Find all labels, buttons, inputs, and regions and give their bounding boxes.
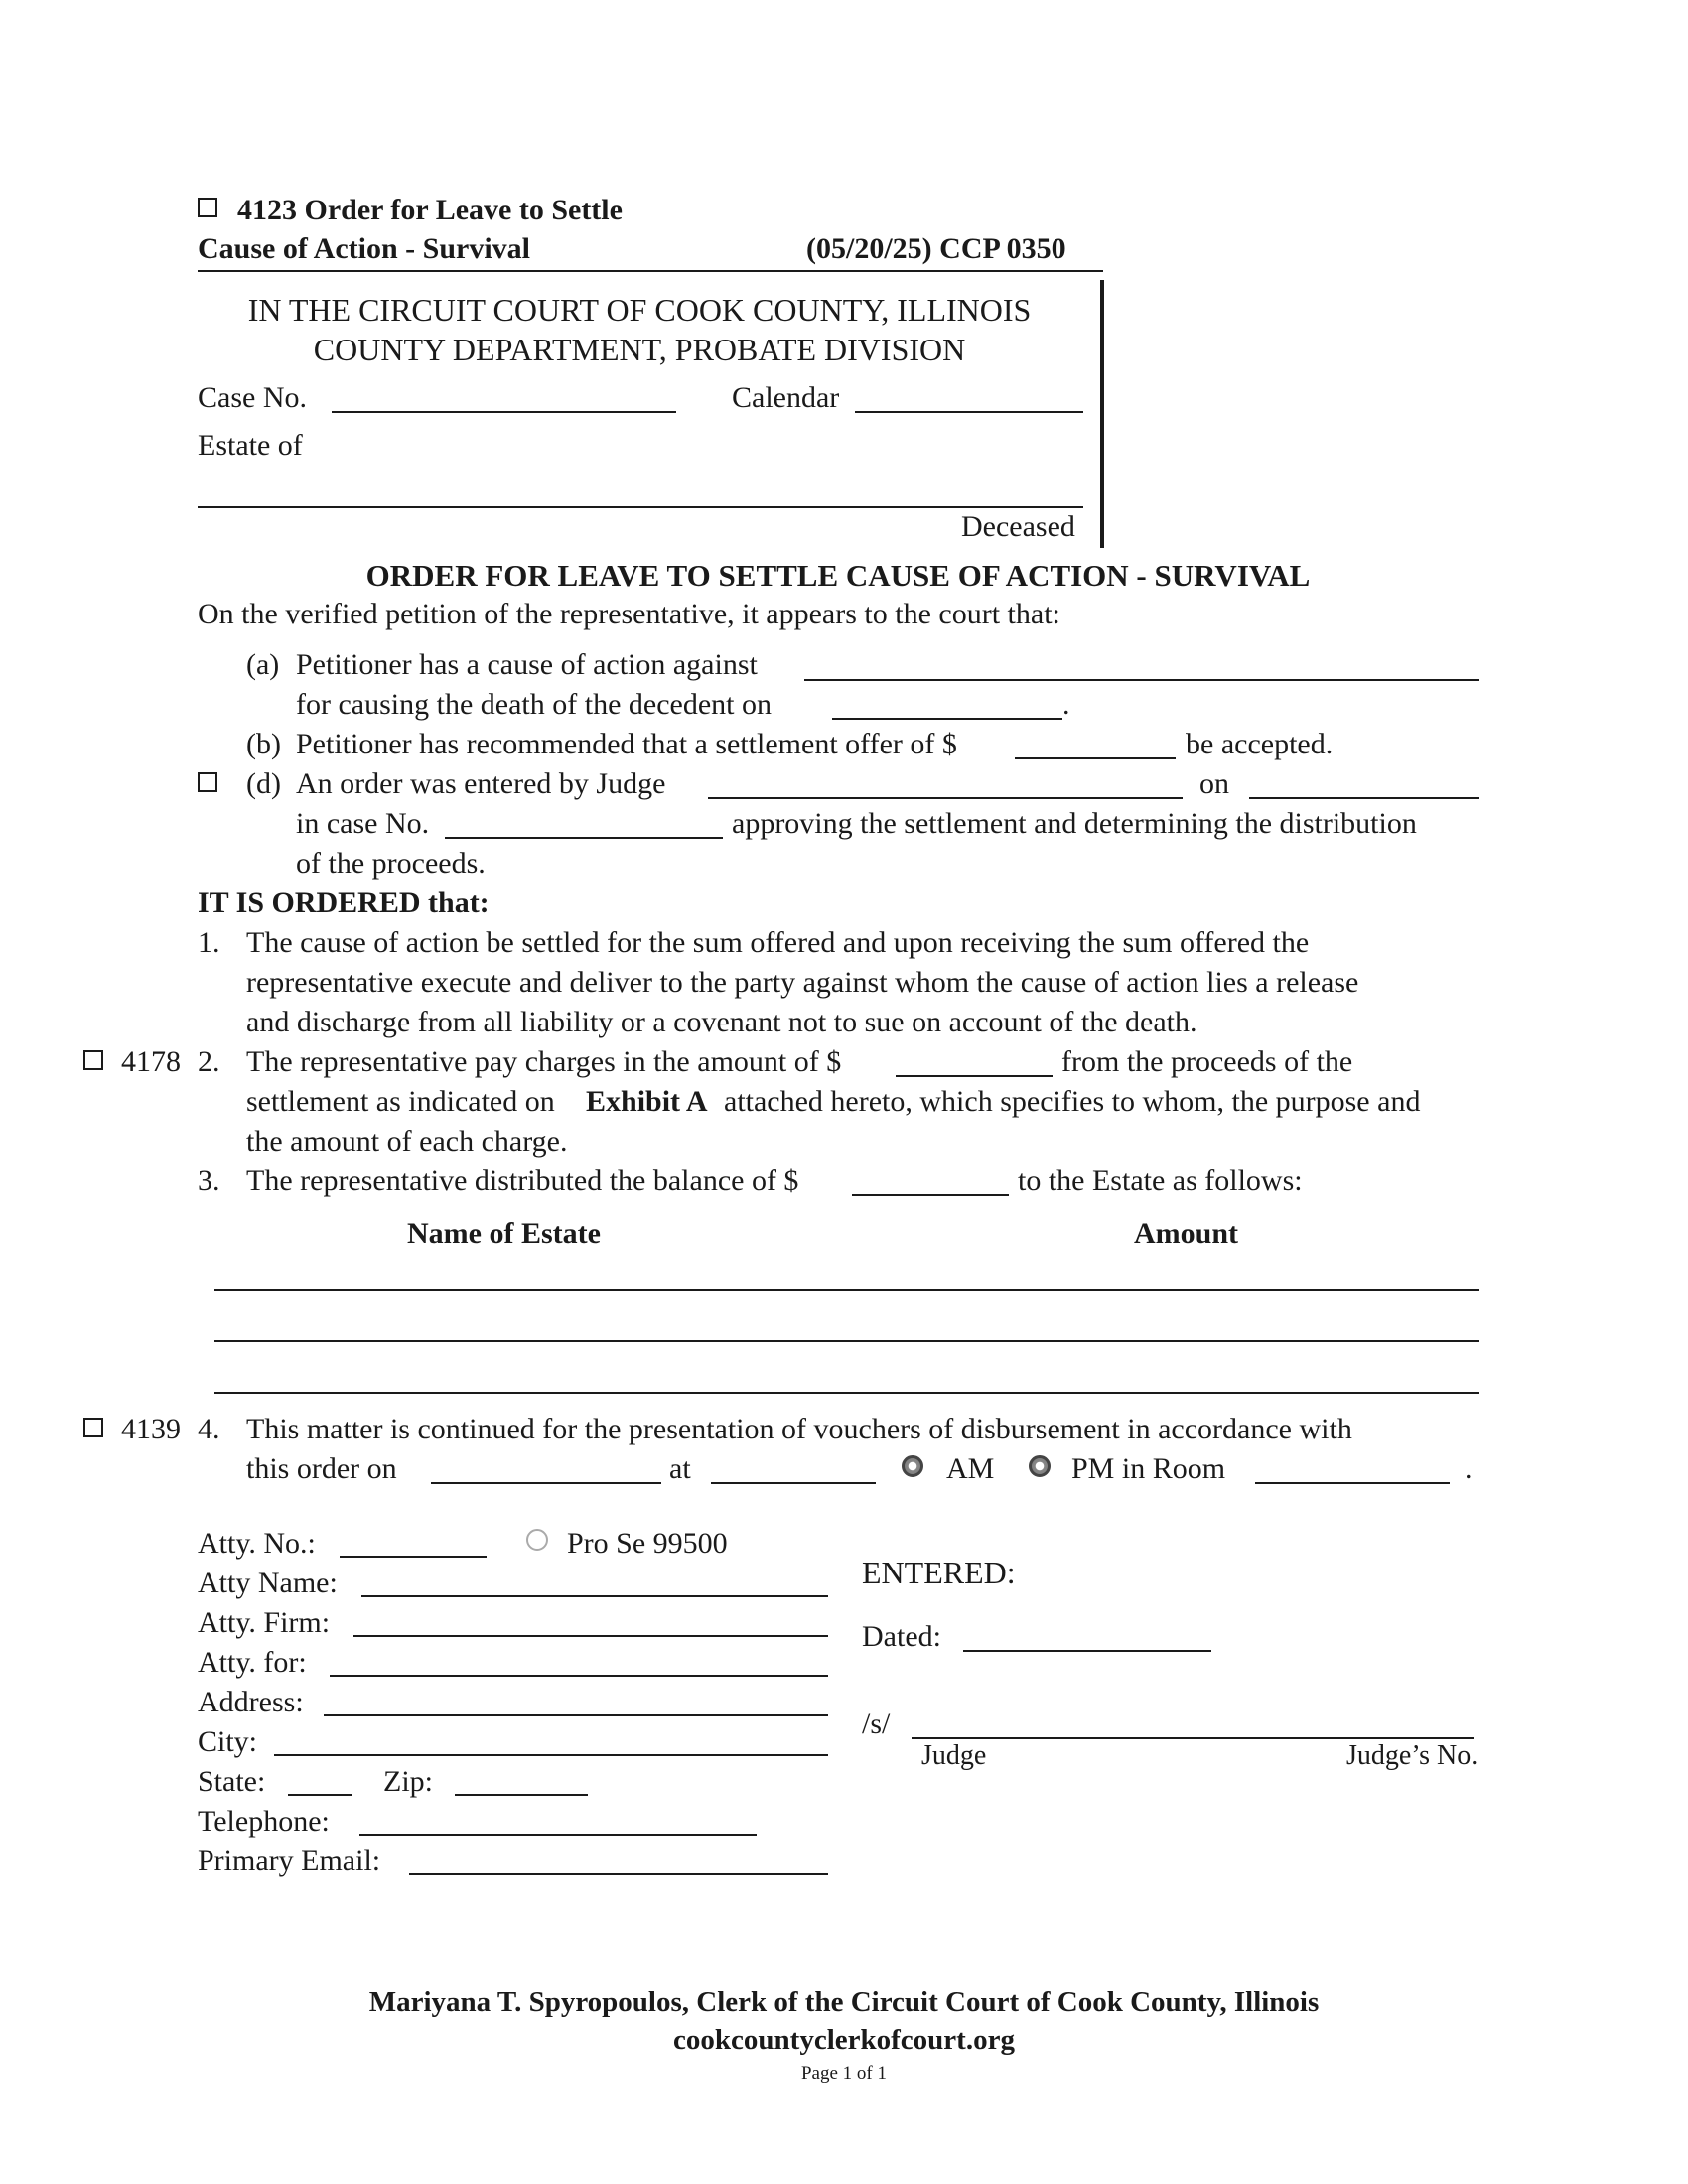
atty-no-field[interactable] [340,1556,487,1558]
item-1-text-line3: and discharge from all liability or a covenant not to sue on account of the death. [246,1006,1197,1038]
item-4-text-line1: This matter is continued for the presentation of vouchers of disbursement in accordance with [246,1413,1352,1445]
clerk-website[interactable]: cookcountyclerkofcourt.org [673,2024,1015,2056]
judge-name-field[interactable] [708,797,1183,799]
item-d-text-line3: of the proceeds. [296,847,486,880]
item-d-checkbox[interactable] [198,772,217,792]
address-field[interactable] [324,1714,828,1716]
item-b-marker: (b) [246,728,281,760]
city-label: City: [198,1725,258,1758]
item-3-number: 3. [198,1164,220,1197]
calendar-field[interactable] [855,411,1083,413]
item-4-checkbox[interactable] [83,1418,103,1437]
court-name: IN THE CIRCUIT COURT OF COOK COUNTY, ILLINOIS [247,292,1032,328]
item-2-code: 4178 [121,1045,181,1078]
atty-firm-field[interactable] [353,1635,828,1637]
distribution-row-3[interactable] [214,1392,1479,1394]
item-a-text: Petitioner has a cause of action against [296,648,758,681]
item-4-code: 4139 [121,1413,181,1445]
item-d-marker: (d) [246,767,281,800]
item-4-text-line2: this order on [246,1452,397,1485]
state-field[interactable] [288,1794,352,1796]
column-name-of-estate: Name of Estate [407,1217,601,1250]
order-date-field[interactable] [1249,797,1479,799]
item-4-at: at [669,1452,691,1485]
primary-email-field[interactable] [409,1873,828,1875]
item-2-text-line1b: from the proceeds of the [1061,1045,1353,1078]
deceased-label: Deceased [961,510,1075,543]
atty-no-label: Atty. No.: [198,1527,316,1560]
item-4-number: 4. [198,1413,220,1445]
item-1-text-line1: The cause of action be settled for the sum offered and upon receiving the sum offered the [246,926,1310,959]
signature-prefix: /s/ [862,1707,891,1740]
room-field[interactable] [1255,1482,1450,1484]
state-label: State: [198,1765,266,1798]
item-2-text-line2a: settlement as indicated on [246,1085,555,1118]
other-case-no-field[interactable] [445,837,723,839]
death-date-field[interactable] [832,718,1062,720]
item-3-text: The representative distributed the balance of $ [246,1164,799,1197]
dated-field[interactable] [963,1650,1211,1652]
settlement-offer-field[interactable] [1015,757,1176,759]
clerk-name: Mariyana T. Spyropoulos, Clerk of the Circuit Court of Cook County, Illinois [368,1986,1320,2018]
order-intro: On the verified petition of the representative, it appears to the court that: [198,598,1060,630]
atty-for-field[interactable] [330,1675,828,1677]
am-label: AM [946,1452,995,1485]
entered-label: ENTERED: [862,1555,1016,1590]
pro-se-radio[interactable] [526,1529,548,1551]
item-2-text-line2c: attached hereto, which specifies to whom, the purpose and [724,1085,1421,1118]
estate-name-field[interactable] [198,506,1083,508]
judge-number-label: Judge’s No. [1346,1740,1478,1771]
distribution-row-1[interactable] [214,1289,1479,1291]
calendar-label: Calendar [732,381,840,414]
item-a-text-line2: for causing the death of the decedent on [296,688,772,721]
am-radio[interactable] [902,1455,923,1477]
telephone-field[interactable] [359,1834,757,1836]
order-title: ORDER FOR LEAVE TO SETTLE CAUSE OF ACTION - SURVIVAL [365,558,1311,593]
continuance-time-field[interactable] [711,1482,876,1484]
ordered-heading: IT IS ORDERED that: [198,887,490,919]
pro-se-label: Pro Se 99500 [567,1527,728,1560]
atty-name-label: Atty Name: [198,1567,338,1599]
case-no-label: Case No. [198,381,307,414]
item-2-text-line1: The representative pay charges in the amount of $ [246,1045,842,1078]
atty-firm-label: Atty. Firm: [198,1606,331,1639]
page-number: Page 1 of 1 [800,2063,887,2084]
item-b-suffix: be accepted. [1186,728,1334,760]
distribution-row-2[interactable] [214,1340,1479,1342]
item-d-text-line2: approving the settlement and determining the distribution [732,807,1417,840]
item-4-period: . [1465,1452,1473,1485]
primary-email-label: Primary Email: [198,1844,381,1877]
header-divider [198,270,1103,272]
item-2-text-line3: the amount of each charge. [246,1125,568,1158]
column-amount: Amount [1134,1217,1239,1250]
item-a-period: . [1062,688,1070,721]
item-2-number: 2. [198,1045,220,1078]
exhibit-a-label: Exhibit A [586,1085,708,1118]
atty-for-label: Atty. for: [198,1646,307,1679]
judge-signature-field[interactable] [912,1737,1474,1739]
court-department: COUNTY DEPARTMENT, PROBATE DIVISION [313,332,966,367]
pm-radio[interactable] [1029,1455,1051,1477]
item-a-marker: (a) [246,648,280,681]
city-field[interactable] [274,1754,828,1756]
form-4123-checkbox[interactable] [198,198,217,217]
pm-label: PM in Room [1071,1452,1226,1485]
estate-of-label: Estate of [198,429,303,462]
zip-field[interactable] [455,1794,588,1796]
caption-vertical-rule [1100,280,1104,548]
dated-label: Dated: [862,1620,941,1653]
item-d-case-label: in case No. [296,807,430,840]
defendant-field[interactable] [804,679,1479,681]
form-code: (05/20/25) CCP 0350 [806,232,1066,265]
form-subtitle: Cause of Action - Survival [198,232,531,265]
zip-label: Zip: [383,1765,433,1798]
item-1-number: 1. [198,926,220,959]
item-1-text-line2: representative execute and deliver to the party against whom the cause of action lies a release [246,966,1359,999]
item-b-text: Petitioner has recommended that a settlement offer of $ [296,728,957,760]
item-2-checkbox[interactable] [83,1050,103,1070]
judge-label: Judge [921,1740,987,1771]
telephone-label: Telephone: [198,1805,330,1838]
item-d-on: on [1199,767,1229,800]
balance-amount-field[interactable] [852,1194,1009,1196]
item-3-text-suffix: to the Estate as follows: [1018,1164,1303,1197]
continuance-date-field[interactable] [431,1482,661,1484]
atty-name-field[interactable] [361,1595,828,1597]
item-d-text: An order was entered by Judge [296,767,666,800]
case-no-field[interactable] [332,411,676,413]
charges-amount-field[interactable] [896,1075,1053,1077]
form-title: 4123 Order for Leave to Settle [237,194,623,226]
address-label: Address: [198,1686,304,1718]
